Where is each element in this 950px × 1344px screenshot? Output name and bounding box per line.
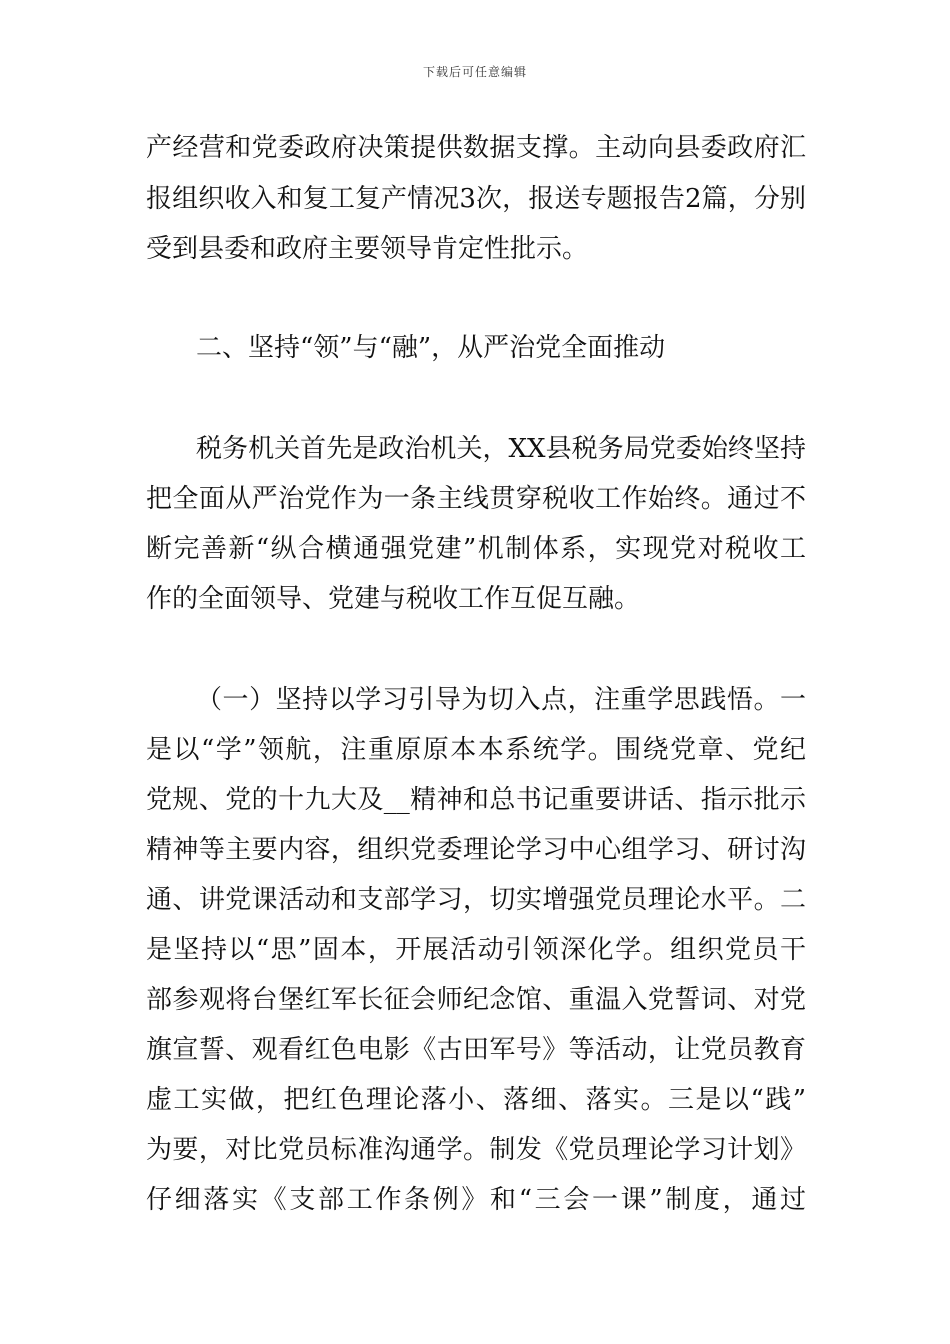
page-header-note: 下载后可任意编辑 — [422, 65, 527, 79]
section-heading: 二、坚持“领”与“融”，从严治党全面推动 — [196, 333, 666, 363]
paragraph-line: 为要，对比党员标准沟通学。制发《党员理论学习计划》 — [146, 1135, 806, 1165]
paragraph-line: 精神等主要内容，组织党委理论学习中心组学习、研讨沟 — [146, 835, 806, 865]
paragraph-line: 旗宣誓、观看红色电影《古田军号》等活动，让党员教育 — [146, 1035, 806, 1065]
paragraph-line: 作的全面领导、党建与税收工作互促互融。 — [146, 584, 641, 614]
paragraph-line: 仔细落实《支部工作条例》和“三会一课”制度，通过 — [146, 1185, 806, 1215]
paragraph-line: （一）坚持以学习引导为切入点，注重学思践悟。一 — [196, 685, 806, 715]
paragraph-line: 把全面从严治党作为一条主线贯穿税收工作始终。通过不 — [146, 484, 806, 514]
paragraph-line: 党规、党的十九大及__精神和总书记重要讲话、指示批示 — [146, 785, 806, 815]
paragraph-line: 产经营和党委政府决策提供数据支撑。主动向县委政府汇 — [146, 133, 806, 163]
paragraph-line: 是坚持以“思”固本，开展活动引领深化学。组织党员干 — [146, 935, 806, 965]
paragraph-line: 受到县委和政府主要领导肯定性批示。 — [146, 234, 589, 264]
paragraph-line: 部参观将台堡红军长征会师纪念馆、重温入党誓词、对党 — [146, 985, 806, 1015]
paragraph-line: 断完善新“纵合横通强党建”机制体系，实现党对税收工 — [146, 534, 806, 564]
paragraph-line: 是以“学”领航，注重原原本本系统学。围绕党章、党纪 — [146, 735, 806, 765]
paragraph-line: 虚工实做，把红色理论落小、落细、落实。三是以“践” — [146, 1085, 806, 1115]
paragraph-line: 通、讲党课活动和支部学习，切实增强党员理论水平。二 — [146, 885, 806, 915]
paragraph-line: 报组织收入和复工复产情况3次，报送专题报告2篇，分别 — [146, 184, 806, 214]
paragraph-line: 税务机关首先是政治机关，XX县税务局党委始终坚持 — [196, 434, 806, 464]
